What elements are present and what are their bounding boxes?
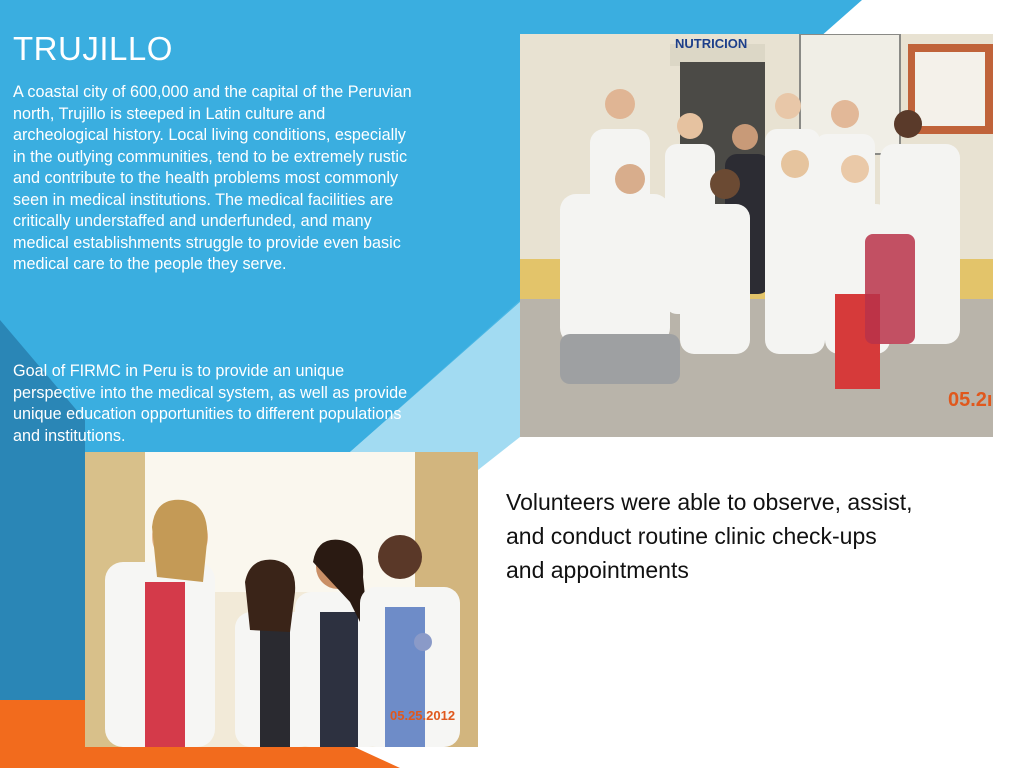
volunteers-photo xyxy=(85,452,478,747)
group-photo-clinic xyxy=(520,34,993,437)
photo-date-stamp: 05.2ı xyxy=(948,389,993,411)
slide-title: TRUJILLO xyxy=(13,30,173,67)
sign-nutricion: NUTRICION xyxy=(675,36,748,51)
photo-caption: Volunteers were able to observe, assist, and conduct routine clinic check-ups and appointments xyxy=(506,489,913,583)
description-paragraph: A coastal city of 600,000 and the capital of the Peruvian north, Trujillo is steeped in Latin culture and archeological history. Local living conditions, especially in the outlying communities, tend to be extremely rustic and contribute to the health problems most commonly seen in medical institutions. The medical facilities are critically understaffed and underfunded, and many medical establishments struggle to provide even basic medical care to the people they serve. xyxy=(13,83,412,273)
bg-orange-base xyxy=(0,700,85,768)
photo-date-stamp: 05.25.2012 xyxy=(390,708,456,723)
goal-paragraph: Goal of FIRMC in Peru is to provide an unique perspective into the medical system, as well as provide unique education opportunities to different populations and institutions. xyxy=(13,362,408,445)
